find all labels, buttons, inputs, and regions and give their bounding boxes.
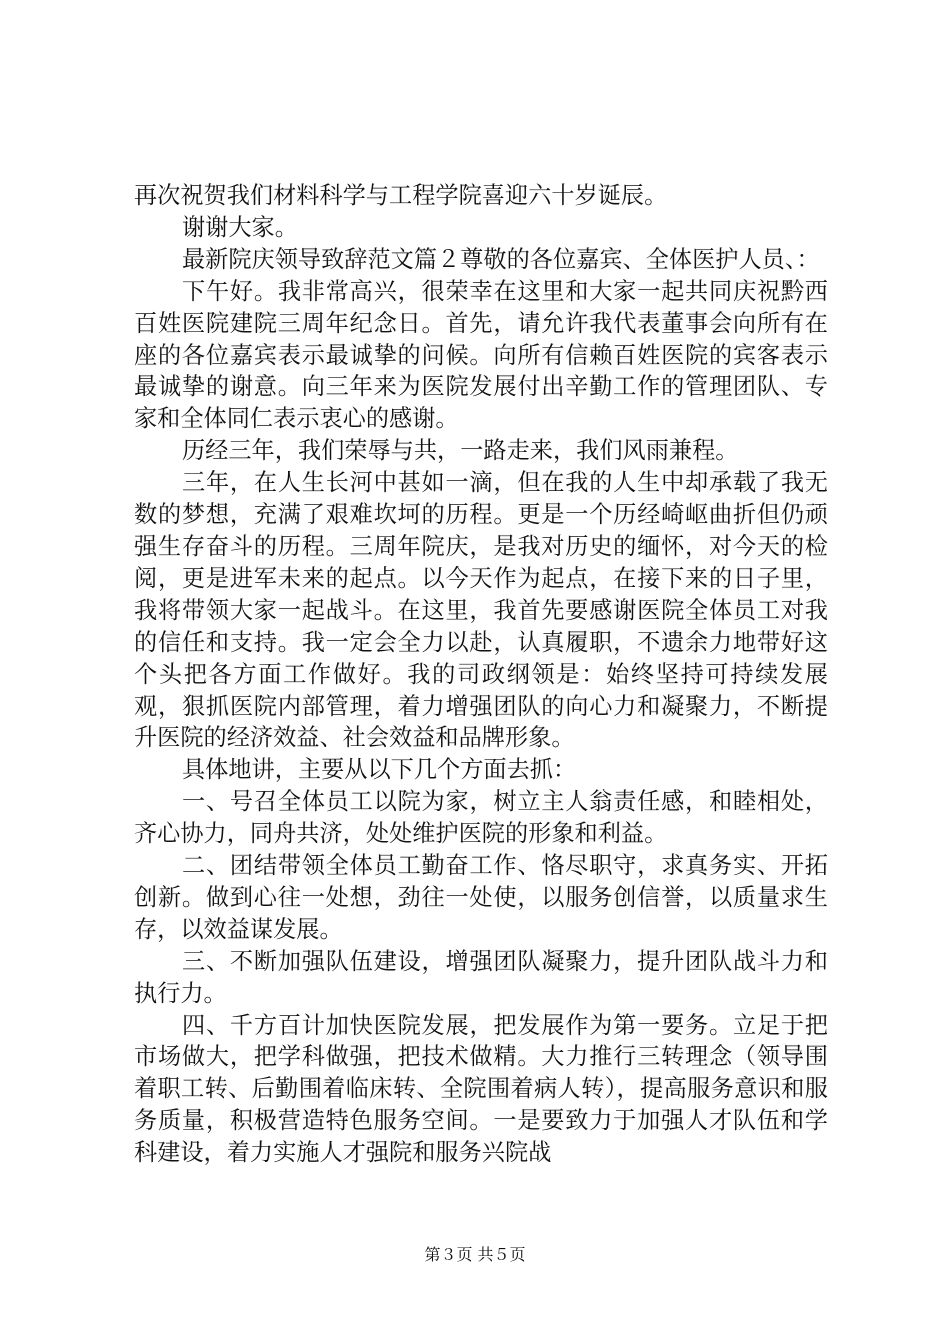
paragraph-point-two: 二、团结带领全体员工勤奋工作、恪尽职守，求真务实、开拓创新。做到心往一处想，劲往一处使，以服务创信誉，以质量求生存，以效益谋发展。 <box>134 852 828 943</box>
paragraph-thanks: 谢谢大家。 <box>182 213 298 241</box>
paragraph-title-greeting: 最新院庆领导致辞范文篇２尊敬的各位嘉宾、全体医护人员、： <box>182 245 820 273</box>
paragraph-specifics-intro: 具体地讲，主要从以下几个方面去抓： <box>182 756 577 784</box>
paragraph-point-three: 三、不断加强队伍建设，增强团队凝聚力，提升团队战斗力和执行力。 <box>134 947 828 1007</box>
paragraph-three-years: 历经三年，我们荣辱与共，一路走来，我们风雨兼程。 <box>182 437 739 465</box>
paragraph-point-four: 四、千方百计加快医院发展，把发展作为第一要务。立足于把市场做大，把学科做强，把技术做精。大力推行三转理念（领导围着职工转、后勤围着临床转、全院围着病人转），提高服务意识和服务质量，积极营造特色服务空间。一是要致力于加强人才队伍和学科建设，着力实施人才强院和服务兴院战 <box>134 1011 828 1167</box>
paragraph-opening: 下午好。我非常高兴，很荣幸在这里和大家一起共同庆祝黔西百姓医院建院三周年纪念日。首先，请允许我代表董事会向所有在座的各位嘉宾表示最诚挚的问候。向所有信赖百姓医院的宾客表示最诚挚的谢意。向三年来为医院发展付出辛勤工作的管理团队、专家和全体同仁表示衷心的感谢。 <box>134 277 828 433</box>
paragraph-reflection: 三年，在人生长河中甚如一滴，但在我的人生中却承载了我无数的梦想，充满了艰难坎坷的历程。更是一个历经崎岖曲折但仍顽强生存奋斗的历程。三周年院庆，是我对历史的缅怀，对今天的检阅，更是进军未来的起点。以今天作为起点，在接下来的日子里，我将带领大家一起战斗。在这里，我首先要感谢医院全体员工对我的信任和支持。我一定会全力以赴，认真履职，不遗余力地带好这个头把各方面工作做好。我的司政纲领是：始终坚持可持续发展观，狠抓医院内部管理，着力增强团队的向心力和凝聚力，不断提升医院的经济效益、社会效益和品牌形象。 <box>134 469 828 752</box>
document-body <box>134 180 828 1169</box>
page-number-footer: 第３页 共５页 <box>424 1245 526 1264</box>
paragraph-point-one: 一、号召全体员工以院为家，树立主人翁责任感，和睦相处，齐心协力，同舟共济，处处维护医院的形象和利益。 <box>134 788 828 848</box>
paragraph-congratulations: 再次祝贺我们材料科学与工程学院喜迎六十岁诞辰。 <box>134 182 668 209</box>
